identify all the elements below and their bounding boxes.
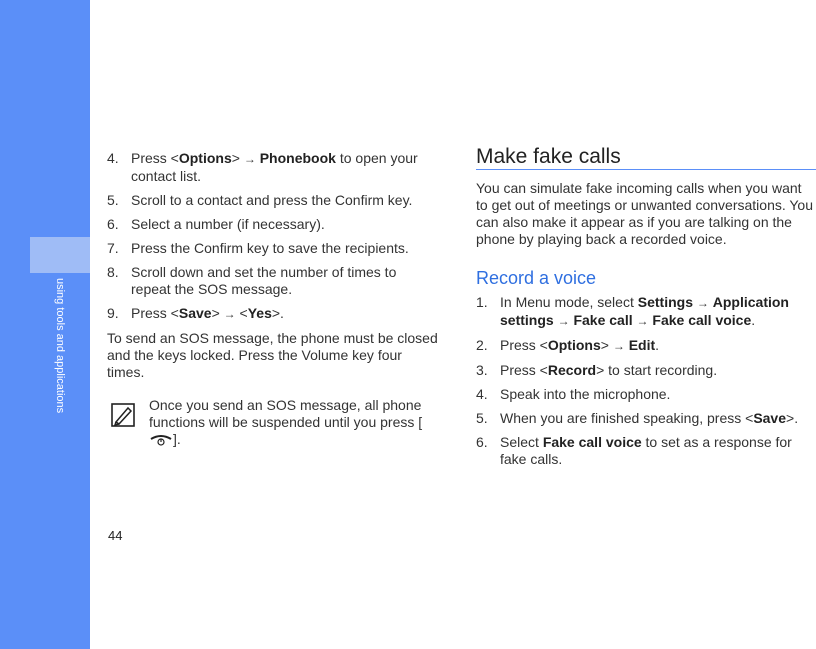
arrow-glyph: → [636, 314, 649, 328]
step-text: . [751, 312, 756, 328]
menu-term: Save [753, 410, 787, 426]
step-text: to set as a response for fake calls. [500, 434, 792, 467]
note-text-after: ]. [173, 431, 181, 447]
note-text-before: Once you send an SOS message, all phone functions will be suspended until you press [ [149, 397, 423, 430]
list-item [476, 386, 816, 403]
step-text: Select [500, 434, 543, 450]
note-pencil-icon [111, 403, 135, 427]
right-column [476, 145, 816, 475]
sidebar [0, 0, 90, 649]
list-item [476, 362, 816, 379]
step-text: Select a number (if necessary). [131, 216, 325, 232]
list-item [107, 192, 439, 209]
intro-paragraph: You can simulate fake incoming calls when you want to get out of meetings or unwanted conversations. You can also make it appear as if you are talking on the phone by playing back a recorded voice. [476, 180, 814, 247]
step-text: >. [786, 410, 799, 426]
step-number: 7. [107, 240, 119, 256]
step-text: < [235, 305, 248, 321]
step-text: Press < [131, 305, 179, 321]
step-number: 9. [107, 305, 119, 321]
menu-term: Settings [637, 294, 693, 310]
list-item [476, 410, 816, 427]
step-text: Press < [500, 362, 548, 378]
arrow-glyph: → [612, 339, 625, 353]
step-text: Scroll to a contact and press the Confirm key. [131, 192, 413, 208]
step-text: In Menu mode, select [500, 294, 638, 310]
menu-term: Phonebook [259, 150, 336, 166]
record-steps-list [476, 294, 816, 468]
menu-term: Record [547, 362, 597, 378]
menu-term: Fake call voice [652, 312, 752, 328]
list-item [107, 240, 439, 257]
list-item [107, 305, 439, 323]
arrow-glyph: → [223, 307, 236, 321]
step-text: > [211, 305, 224, 321]
sos-steps-list [107, 150, 439, 323]
step-number: 5. [476, 410, 488, 426]
step-number: 4. [476, 386, 488, 402]
note-box [107, 397, 439, 448]
list-item [476, 434, 816, 468]
end-key-icon [149, 434, 173, 446]
step-number: 5. [107, 192, 119, 208]
step-number: 1. [476, 294, 488, 310]
step-text: > [600, 337, 613, 353]
list-item [107, 264, 439, 298]
step-text: to open your contact list. [131, 150, 418, 184]
step-text: Press the Confirm key to save the recipients. [131, 240, 409, 256]
list-item [107, 216, 439, 233]
subsection-title: Record a voice [476, 268, 597, 288]
left-column [107, 150, 439, 448]
section-title: Make fake calls [476, 148, 816, 170]
sos-paragraph: To send an SOS message, the phone must be closed and the keys locked. Press the Volume key four times. [107, 330, 438, 380]
menu-term: Yes [247, 305, 272, 321]
step-number: 2. [476, 337, 488, 353]
step-text: . [655, 337, 660, 353]
step-text: Speak into the microphone. [500, 386, 671, 402]
list-item [476, 337, 816, 355]
menu-term: Fake call voice [542, 434, 642, 450]
step-text: > to start recording. [596, 362, 718, 378]
list-item [107, 150, 439, 185]
step-text: When you are finished speaking, press < [500, 410, 754, 426]
menu-term: Application settings [500, 294, 789, 328]
step-number: 4. [107, 150, 119, 166]
section-label: using tools and applications [54, 278, 66, 414]
note-text [149, 397, 439, 448]
step-text: Scroll down and set the number of times to repeat the SOS message. [131, 264, 397, 297]
step-text: > [231, 150, 244, 166]
page-number: 44 [108, 528, 123, 543]
step-number: 8. [107, 264, 119, 280]
arrow-glyph: → [557, 314, 570, 328]
sidebar-tab [30, 237, 90, 273]
arrow-glyph: → [696, 296, 709, 310]
menu-term: Options [178, 150, 232, 166]
step-text: Press < [500, 337, 548, 353]
step-text: >. [271, 305, 284, 321]
step-number: 3. [476, 362, 488, 378]
step-text: Press < [131, 150, 179, 166]
menu-term: Options [547, 337, 601, 353]
menu-term: Save [178, 305, 212, 321]
step-number: 6. [476, 434, 488, 450]
list-item [476, 294, 816, 330]
menu-term: Edit [628, 337, 656, 353]
menu-term: Fake call [573, 312, 633, 328]
step-number: 6. [107, 216, 119, 232]
arrow-glyph: → [243, 152, 256, 166]
